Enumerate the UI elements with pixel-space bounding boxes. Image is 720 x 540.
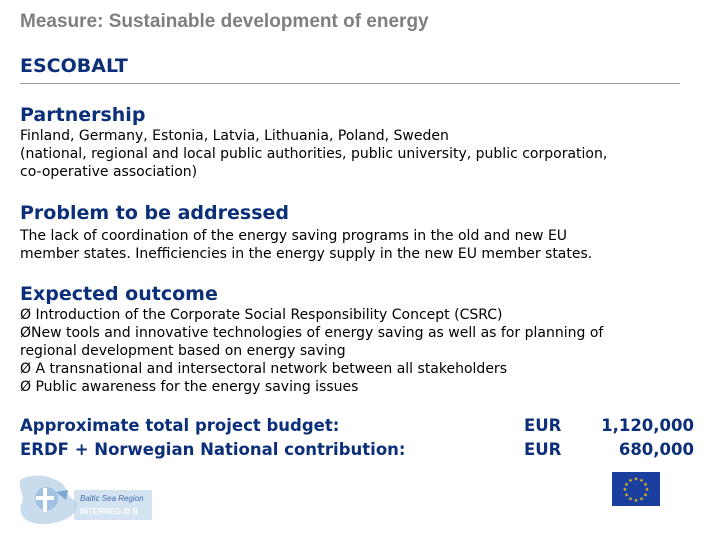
outcome-item: Ø Public awareness for the energy saving issues [20, 379, 359, 395]
outcome-list [20, 306, 603, 396]
svg-text:★: ★ [628, 496, 633, 503]
svg-text:★: ★ [633, 498, 639, 504]
problem-heading: Problem to be addressed [20, 202, 289, 224]
baltic-sea-region-logo-icon [16, 470, 166, 532]
svg-text:★: ★ [644, 487, 650, 494]
measure-title: Measure: Sustainable development of energy [20, 11, 429, 32]
outcome-item-continuation: regional development based on energy saving [20, 343, 346, 359]
erdf-contribution-currency: EUR [524, 440, 562, 459]
svg-text:★: ★ [622, 487, 628, 494]
problem-line: member states. Inefficiencies in the energy supply in the new EU member states. [20, 246, 593, 262]
svg-text:★: ★ [633, 476, 639, 483]
svg-text:Baltic Sea Region: Baltic Sea Region [80, 494, 144, 503]
outcome-item: Ø Introduction of the Corporate Social Responsibility Concept (CSRC) [20, 307, 503, 323]
svg-text:★: ★ [643, 481, 648, 488]
partnership-line: co-operative association) [20, 164, 198, 180]
total-budget-label: Approximate total project budget: [20, 416, 340, 435]
svg-text:★: ★ [624, 481, 629, 488]
partnership-line: Finland, Germany, Estonia, Latvia, Lithuania, Poland, Sweden [20, 128, 449, 144]
svg-text:★: ★ [643, 492, 648, 499]
problem-text [20, 227, 592, 263]
outcome-item: Ø A transnational and intersectoral network between all stakeholders [20, 361, 507, 377]
svg-text:★: ★ [624, 492, 629, 499]
total-budget-currency: EUR [524, 416, 562, 435]
partnership-heading: Partnership [20, 104, 146, 126]
divider [20, 83, 680, 84]
outcome-heading: Expected outcome [20, 283, 218, 305]
erdf-contribution-amount: 680,000 [618, 440, 694, 459]
project-name: ESCOBALT [20, 55, 128, 77]
partnership-text [20, 127, 607, 181]
partnership-line: (national, regional and local public authorities, public university, public corporation, [20, 146, 608, 162]
total-budget-amount: 1,120,000 [601, 416, 694, 435]
svg-text:★: ★ [639, 477, 644, 484]
eu-flag-icon [612, 472, 660, 506]
erdf-contribution-label: ERDF + Norwegian National contribution: [20, 440, 406, 459]
problem-line: The lack of coordination of the energy saving programs in the old and new EU [20, 228, 568, 244]
svg-text:★: ★ [628, 477, 633, 484]
svg-text:INTERREG III B: INTERREG III B [80, 507, 139, 516]
svg-text:★: ★ [639, 496, 644, 503]
outcome-item: ØNew tools and innovative technologies of energy saving as well as for planning of [20, 325, 604, 341]
interreg-logo [16, 470, 166, 532]
